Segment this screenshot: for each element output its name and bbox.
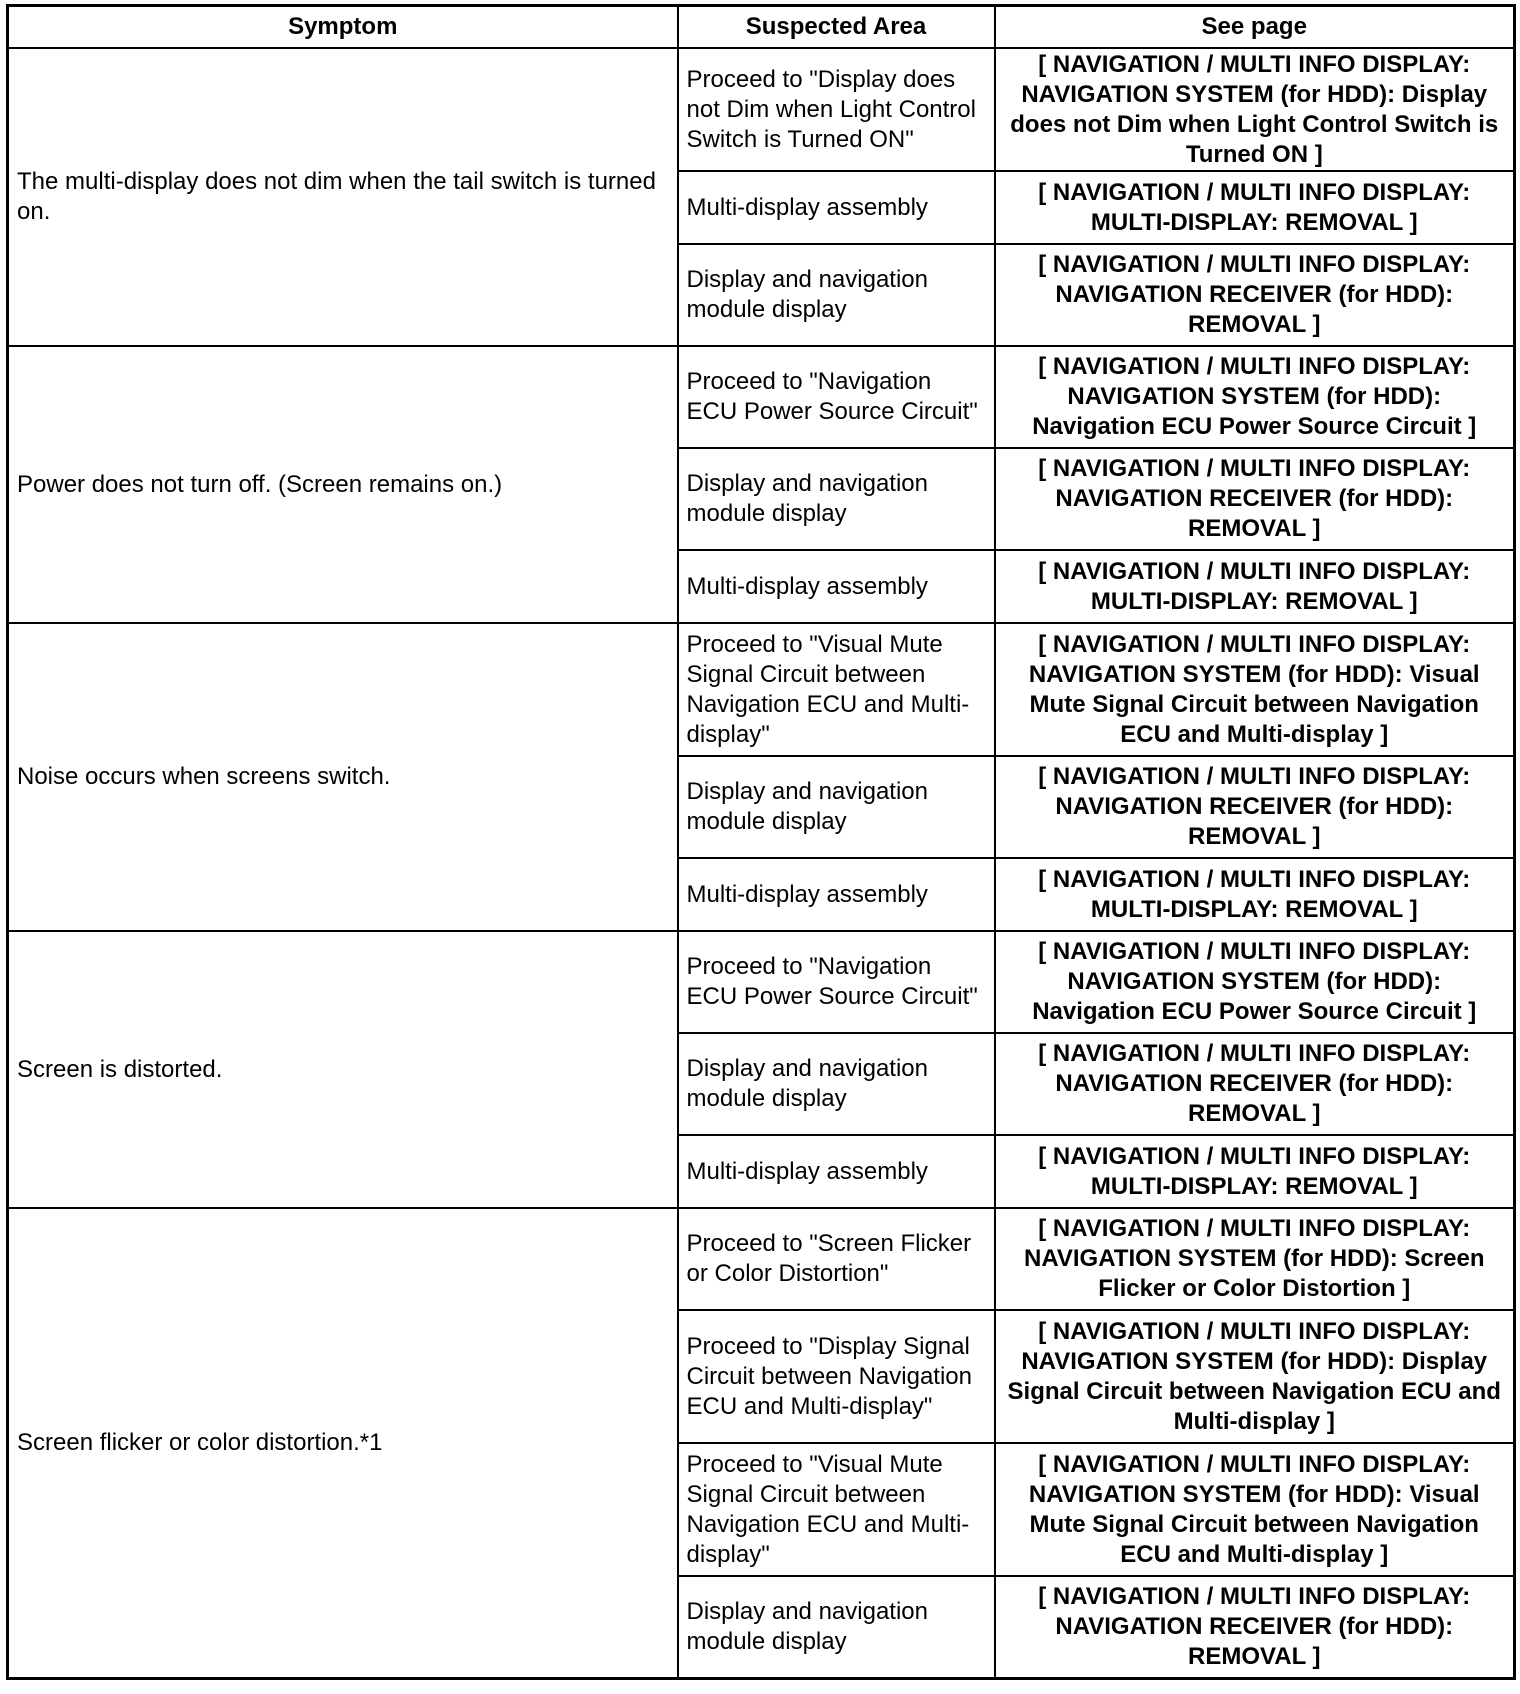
- suspected-area-cell: Multi-display assembly: [678, 858, 995, 931]
- suspected-area-cell: Proceed to "Visual Mute Signal Circuit between Navigation ECU and Multi-display": [678, 623, 995, 756]
- header-suspected-area: Suspected Area: [678, 6, 995, 49]
- suspected-area-cell: Multi-display assembly: [678, 1135, 995, 1208]
- see-page-link[interactable]: [ NAVIGATION / MULTI INFO DISPLAY: NAVIGATION RECEIVER (for HDD): REMOVAL ]: [995, 1576, 1515, 1678]
- symptom-cell: Screen is distorted.: [8, 931, 678, 1208]
- table-row: [8, 1208, 1515, 1310]
- see-page-link[interactable]: [ NAVIGATION / MULTI INFO DISPLAY: MULTI-DISPLAY: REMOVAL ]: [995, 858, 1515, 931]
- see-page-link[interactable]: [ NAVIGATION / MULTI INFO DISPLAY: NAVIGATION SYSTEM (for HDD): Navigation ECU Power Source Circuit ]: [995, 346, 1515, 448]
- suspected-area-cell: Multi-display assembly: [678, 550, 995, 623]
- see-page-link[interactable]: [ NAVIGATION / MULTI INFO DISPLAY: NAVIGATION SYSTEM (for HDD): Display Signal Circuit between Navigation ECU and Multi-display ]: [995, 1310, 1515, 1443]
- header-row: [8, 6, 1515, 49]
- header-see-page: See page: [995, 6, 1515, 49]
- see-page-link[interactable]: [ NAVIGATION / MULTI INFO DISPLAY: NAVIGATION SYSTEM (for HDD): Visual Mute Signal Circuit between Navigation ECU and Multi-display ]: [995, 1443, 1515, 1576]
- see-page-link[interactable]: [ NAVIGATION / MULTI INFO DISPLAY: NAVIGATION RECEIVER (for HDD): REMOVAL ]: [995, 244, 1515, 346]
- see-page-link[interactable]: [ NAVIGATION / MULTI INFO DISPLAY: MULTI-DISPLAY: REMOVAL ]: [995, 171, 1515, 244]
- suspected-area-cell: Display and navigation module display: [678, 448, 995, 550]
- suspected-area-cell: Proceed to "Display Signal Circuit between Navigation ECU and Multi-display": [678, 1310, 995, 1443]
- problem-symptoms-table: [6, 4, 1516, 1680]
- table-row: [8, 623, 1515, 756]
- see-page-link[interactable]: [ NAVIGATION / MULTI INFO DISPLAY: MULTI-DISPLAY: REMOVAL ]: [995, 1135, 1515, 1208]
- see-page-link[interactable]: [ NAVIGATION / MULTI INFO DISPLAY: NAVIGATION RECEIVER (for HDD): REMOVAL ]: [995, 1033, 1515, 1135]
- suspected-area-cell: Display and navigation module display: [678, 1576, 995, 1678]
- see-page-link[interactable]: [ NAVIGATION / MULTI INFO DISPLAY: NAVIGATION SYSTEM (for HDD): Display does not Dim when Light Control Switch is Turned ON ]: [995, 48, 1515, 171]
- see-page-link[interactable]: [ NAVIGATION / MULTI INFO DISPLAY: MULTI-DISPLAY: REMOVAL ]: [995, 550, 1515, 623]
- symptom-cell: Screen flicker or color distortion.*1: [8, 1208, 678, 1678]
- suspected-area-cell: Multi-display assembly: [678, 171, 995, 244]
- troubleshooting-sheet: [6, 4, 1513, 1690]
- suspected-area-cell: Display and navigation module display: [678, 244, 995, 346]
- suspected-area-cell: Proceed to "Visual Mute Signal Circuit between Navigation ECU and Multi-display": [678, 1443, 995, 1576]
- see-page-link[interactable]: [ NAVIGATION / MULTI INFO DISPLAY: NAVIGATION SYSTEM (for HDD): Visual Mute Signal Circuit between Navigation ECU and Multi-display ]: [995, 623, 1515, 756]
- symptom-cell: The multi-display does not dim when the tail switch is turned on.: [8, 48, 678, 346]
- table-row: [8, 346, 1515, 448]
- table-row: [8, 48, 1515, 171]
- symptom-cell: Noise occurs when screens switch.: [8, 623, 678, 931]
- suspected-area-cell: Proceed to "Navigation ECU Power Source Circuit": [678, 346, 995, 448]
- suspected-area-cell: Display and navigation module display: [678, 756, 995, 858]
- see-page-link[interactable]: [ NAVIGATION / MULTI INFO DISPLAY: NAVIGATION SYSTEM (for HDD): Screen Flicker or Color Distortion ]: [995, 1208, 1515, 1310]
- header-symptom: Symptom: [8, 6, 678, 49]
- suspected-area-cell: Display and navigation module display: [678, 1033, 995, 1135]
- see-page-link[interactable]: [ NAVIGATION / MULTI INFO DISPLAY: NAVIGATION SYSTEM (for HDD): Navigation ECU Power Source Circuit ]: [995, 931, 1515, 1033]
- suspected-area-cell: Proceed to "Display does not Dim when Light Control Switch is Turned ON": [678, 48, 995, 171]
- see-page-link[interactable]: [ NAVIGATION / MULTI INFO DISPLAY: NAVIGATION RECEIVER (for HDD): REMOVAL ]: [995, 448, 1515, 550]
- table-row: [8, 931, 1515, 1033]
- suspected-area-cell: Proceed to "Navigation ECU Power Source Circuit": [678, 931, 995, 1033]
- suspected-area-cell: Proceed to "Screen Flicker or Color Distortion": [678, 1208, 995, 1310]
- see-page-link[interactable]: [ NAVIGATION / MULTI INFO DISPLAY: NAVIGATION RECEIVER (for HDD): REMOVAL ]: [995, 756, 1515, 858]
- symptom-cell: Power does not turn off. (Screen remains on.): [8, 346, 678, 623]
